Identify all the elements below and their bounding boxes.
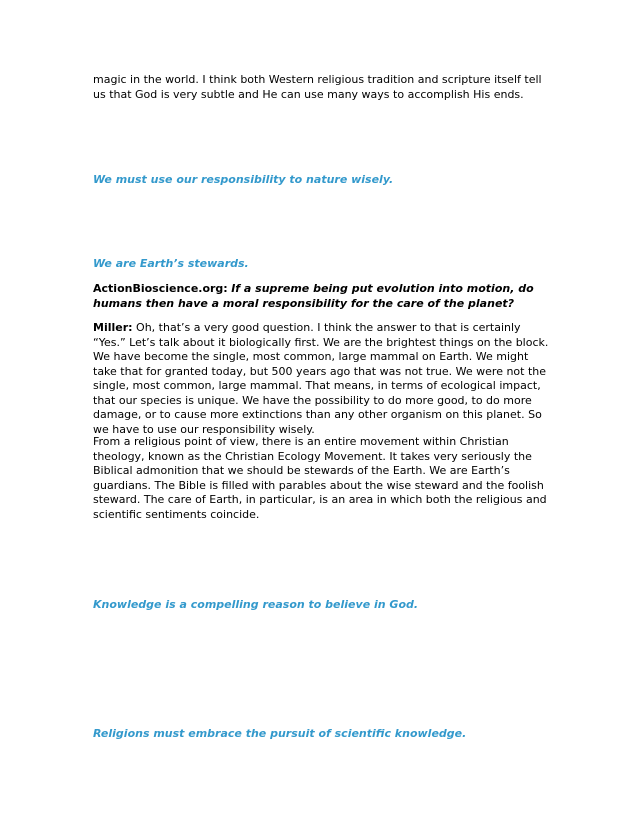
pull-quote-stewards: We are Earth’s stewards. [93, 257, 249, 270]
answer-text: Oh, that’s a very good question. I think the answer to that is certainly “Yes.” Let’s talk about it biologically first. We are the brightest things on the block. We have become the single, most common, large mammal on Earth. We might take that for granted today, but 500 years ago that was not true. We were not the single, most common, large mammal. That means, in terms of ecological impact, that our species is unique. We have the possibility to do more good, to do more damage, or to cause more extinctions than any other organism on this planet. So we have to use our responsibility wisely. [93, 321, 549, 436]
question-text: If a supreme being put evolution into motion, do humans then have a moral responsibility for the care of the planet? [93, 282, 534, 310]
pull-quote-knowledge: Knowledge is a compelling reason to believe in God. [93, 598, 419, 611]
question-speaker: ActionBioscience.org: [93, 282, 228, 295]
followup-paragraph: From a religious point of view, there is an entire movement within Christian theology, known as the Christian Ecology Movement. It takes very seriously the Biblical admonition that we should be stewards of the Earth. We are Earth’s guardians. The Bible is filled with parables about the wise steward and the foolish steward. The care of Earth, in particular, is an area in which both the religious and scientific sentiments coincide. [93, 435, 547, 521]
pull-quote-responsibility: We must use our responsibility to nature wisely. [93, 173, 394, 186]
interview-answer [93, 321, 555, 437]
interview-question [93, 282, 555, 311]
answer-speaker: Miller: [93, 321, 133, 334]
pull-quote-religions: Religions must embrace the pursuit of scientific knowledge. [93, 727, 467, 740]
intro-paragraph: magic in the world. I think both Western religious tradition and scripture itself tell us that God is very subtle and He can use many ways to accomplish His ends. [93, 73, 542, 101]
